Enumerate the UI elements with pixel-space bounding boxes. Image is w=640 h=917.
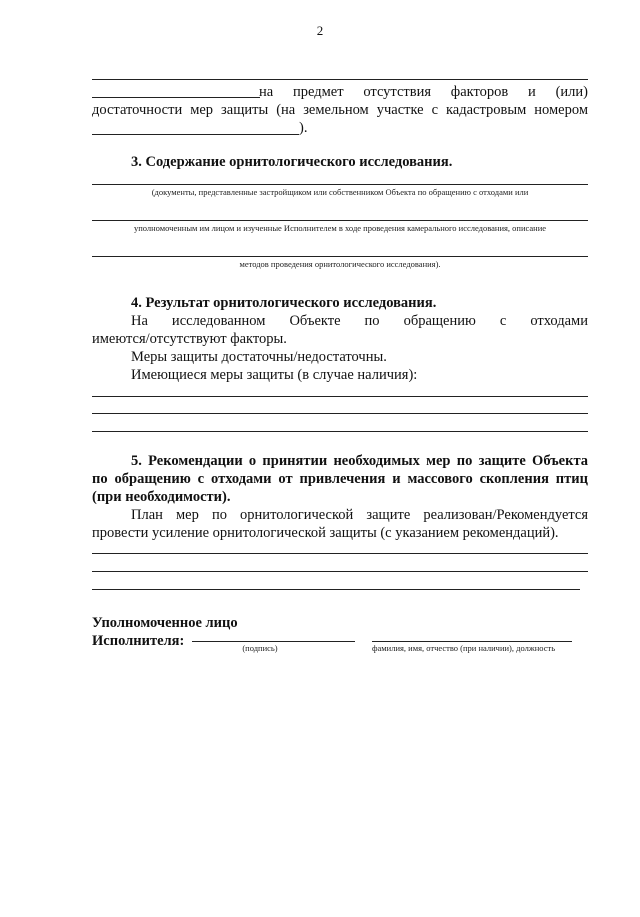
section3-caption-2: уполномоченным им лицом и изученные Исполнителем в ходе проведения камерального исследования, описание [133,223,547,233]
section5-rule-3 [92,589,580,590]
section5-heading-line-2: по обращению с отходами от привлечения и массового скопления птиц [92,471,588,487]
page-number: 2 [316,23,324,38]
section5-para-line-1: План мер по орнитологической защите реализован/Рекомендуется [131,507,588,523]
section3-caption-3: методов проведения орнитологического исследования). [239,259,441,269]
intro-line-3-close: ). [299,120,308,136]
intro-line-1: на предмет отсутствия факторов и (или) [259,84,588,100]
section5-rule-1 [92,553,588,554]
intro-top-rule [92,79,588,80]
signature-blank [192,641,355,642]
section5-heading-line-3: (при необходимости). [92,489,231,505]
section4-line-2: имеются/отсутствуют факторы. [92,331,287,347]
intro-blank-1 [92,97,260,98]
section5-para-line-2: провести усиление орнитологической защиты (с указанием рекомендаций). [92,525,559,541]
section3-rule-1 [92,184,588,185]
signature-caption-sign: (подпись) [242,643,278,653]
section4-line-3: Меры защиты достаточны/недостаточны. [131,349,387,365]
signature-caption-name: фамилия, имя, отчество (при наличии), должность [372,643,556,653]
signature-line-1: Уполномоченное лицо [92,615,238,631]
name-blank [372,641,572,642]
section5-rule-2 [92,571,588,572]
intro-blank-cadastral [92,134,299,135]
section5-heading-line-1: 5. Рекомендации о принятии необходимых мер по защите Объекта [131,453,588,469]
section4-rule-3 [92,431,588,432]
section3-heading: 3. Содержание орнитологического исследования. [131,154,453,170]
section4-line-1: На исследованном Объекте по обращению с отходами [131,313,588,329]
section3-caption-1: (документы, представленные застройщиком или собственником Объекта по обращению с отходами или [151,187,529,197]
section4-line-4: Имеющиеся меры защиты (в случае наличия): [131,367,418,383]
section3-rule-2 [92,220,588,221]
signature-line-2: Исполнителя: [92,633,185,649]
section3-rule-3 [92,256,588,257]
section4-rule-2 [92,413,588,414]
section4-rule-1 [92,396,588,397]
intro-line-2: достаточности мер защиты (на земельном участке с кадастровым номером [92,102,588,118]
section4-heading: 4. Результат орнитологического исследования. [131,295,437,311]
